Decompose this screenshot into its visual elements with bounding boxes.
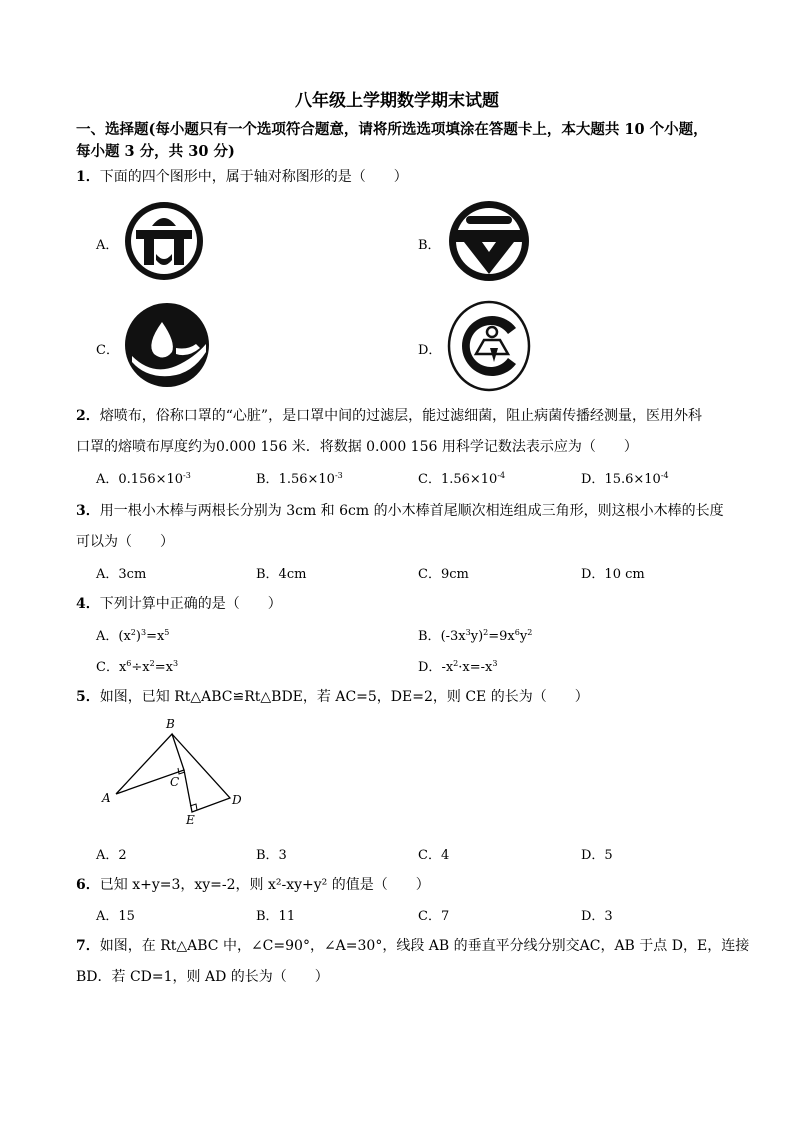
question-number: 6．	[76, 877, 100, 893]
question-number: 1．	[76, 169, 100, 185]
q3-option-d: D．10 cm	[581, 567, 645, 582]
question-text: 已知 x+y=3，xy=-2，则 x²-xy+y² 的值是（ ）	[99, 877, 430, 893]
question-5	[76, 686, 589, 706]
question-text: 如图，已知 Rt△ABC≌Rt△BDE，若 AC=5，DE=2，则 CE 的长为（ ）	[99, 689, 589, 705]
triangle-figure	[98, 714, 248, 830]
q5-option-a: A．2	[96, 848, 127, 863]
question-text: 熔喷布，俗称口罩的“心脏”，是口罩中间的过滤层，能过滤细菌，阻止病菌传播经测量，医用外科	[99, 408, 703, 424]
option-d-label: D．	[418, 343, 442, 358]
question-text: 下列计算中正确的是（ ）	[99, 596, 282, 612]
q6-option-c: C．7	[418, 909, 450, 924]
q2-option-d: D．$15.6\times 10^{-4}$	[581, 471, 669, 487]
label-b: B	[166, 717, 175, 731]
q4-option-d: D．$-x^2\cdot x=-x^3$	[418, 659, 498, 675]
gear-hat-logo-icon	[122, 196, 206, 286]
question-3-line1	[76, 500, 724, 520]
shield-v-logo-icon	[446, 196, 532, 286]
label-c: C	[170, 775, 180, 789]
q3-option-c: C．9cm	[418, 567, 469, 582]
question-text: 用一根小木棒与两根长分别为 3cm 和 6cm 的小木棒首尾顺次相连组成三角形，则这根小木棒的长度	[99, 503, 724, 519]
label-e: E	[186, 813, 195, 827]
q5-option-c: C．4	[418, 848, 450, 863]
option-a-label: A．	[96, 238, 119, 253]
question-7-line1	[76, 935, 749, 955]
q6-option-b: B．11	[256, 909, 296, 924]
question-2-line2: 口罩的熔喷布厚度约为0.000 156 米．将数据 0.000 156 用科学记数法表示应为（ ）	[76, 439, 638, 455]
question-6	[76, 874, 430, 894]
question-number: 5．	[76, 689, 100, 705]
q2-option-c: C．$1.56\times 10^{-4}$	[418, 471, 506, 487]
label-a: A	[102, 791, 111, 805]
q3-option-a: A．3cm	[96, 567, 147, 582]
c-bell-logo-icon	[446, 300, 532, 392]
q4-option-a: A．$(x^2)^3=x^5$	[96, 628, 170, 644]
question-number: 4．	[76, 596, 100, 612]
question-3-line2: 可以为（ ）	[76, 534, 174, 550]
question-text: 下面的四个图形中，属于轴对称图形的是（ ）	[99, 169, 408, 185]
question-7-line2: BD．若 CD=1，则 AD 的长为（ ）	[76, 969, 329, 985]
question-number: 3．	[76, 503, 100, 519]
section-heading-line1: 一、选择题(每小题只有一个选项符合题意，请将所选选项填涂在答题卡上，本大题共 10 个小题，	[76, 121, 708, 138]
q5-option-d: D．5	[581, 848, 613, 863]
option-c-label: C．	[96, 343, 119, 358]
page-title: 八年级上学期数学期末试题	[295, 91, 499, 111]
question-number: 7．	[76, 938, 100, 954]
option-b-label: B．	[418, 238, 441, 253]
q4-option-c: C．$x^6\div x^2=x^3$	[96, 659, 179, 675]
drop-wave-logo-icon	[122, 300, 212, 390]
section-heading-line2: 每小题 3 分，共 30 分)	[76, 143, 235, 160]
question-1	[76, 166, 408, 186]
question-number: 2．	[76, 408, 100, 424]
q6-option-d: D．3	[581, 909, 613, 924]
q5-option-b: B．3	[256, 848, 287, 863]
question-4	[76, 593, 282, 613]
q4-option-b: B．$(-3x^3y)^2=9x^6y^2$	[418, 628, 533, 644]
question-text: 如图，在 Rt△ABC 中，∠C=90°，∠A=30°，线段 AB 的垂直平分线分别交AC，AB 于点 D，E，连接	[99, 938, 750, 954]
q3-option-b: B．4cm	[256, 567, 307, 582]
q2-option-b: B．$1.56\times 10^{-3}$	[256, 471, 343, 487]
label-d: D	[232, 793, 242, 807]
question-2-line1	[76, 405, 702, 425]
q2-option-a: A．$0.156\times 10^{-3}$	[96, 471, 191, 487]
q6-option-a: A．15	[96, 909, 135, 924]
